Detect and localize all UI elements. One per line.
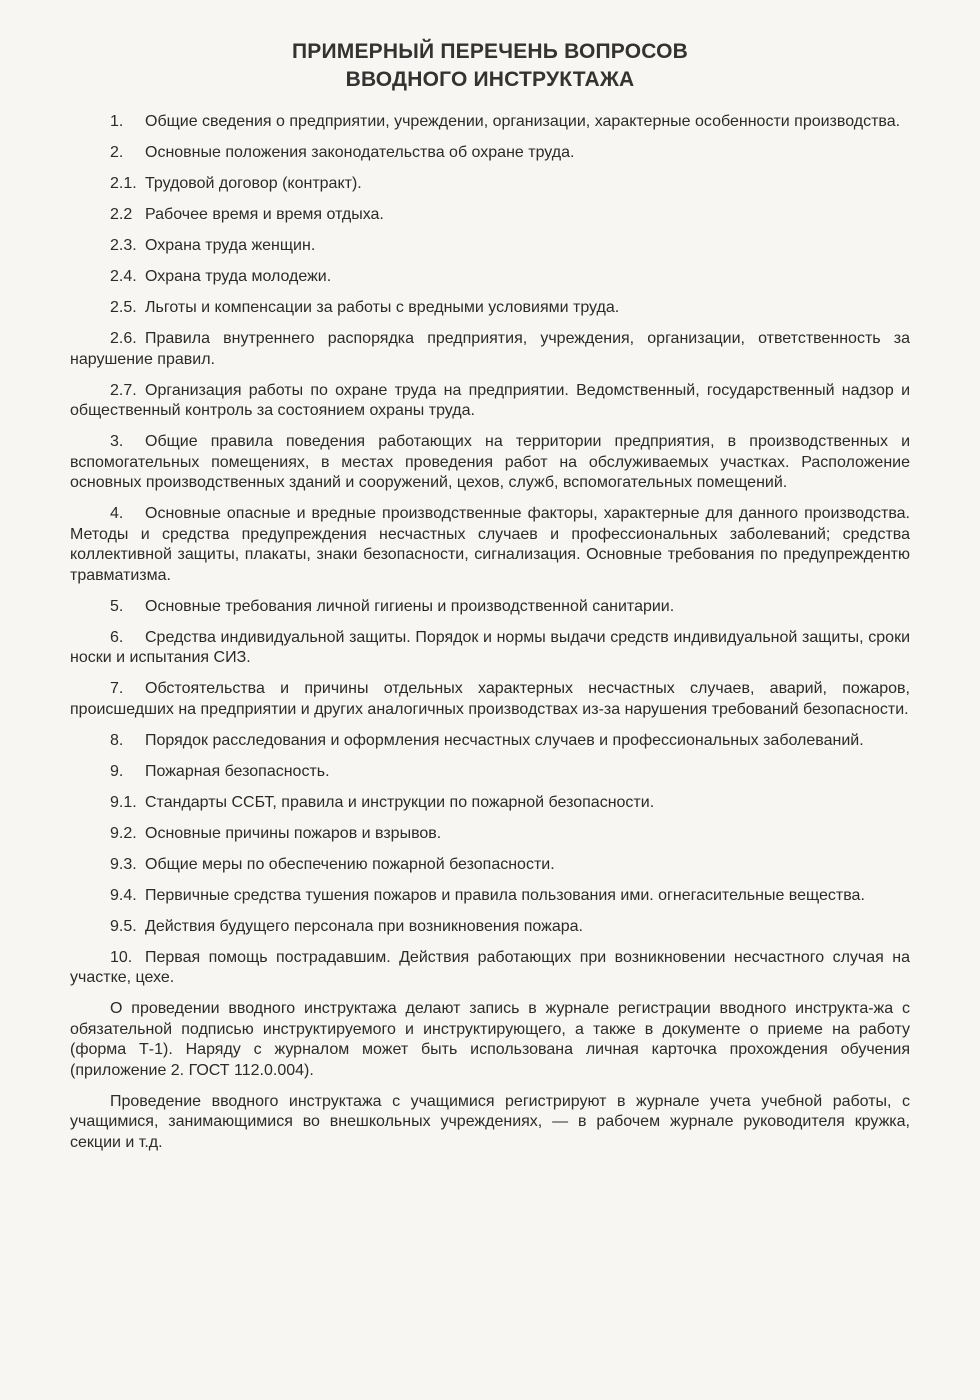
note-paragraph: Проведение вводного инструктажа с учащимися регистрируют в журнале учета учебной работы, с учащимися, занимающимися во внешкольных учреждениях, — в рабочем журнале руководителя кружка, секции и т.д.: [70, 1092, 910, 1151]
item-text: Льготы и компенсации за работы с вредными условиями труда.: [145, 299, 620, 316]
item-number: 4.: [110, 505, 124, 522]
item-text: Рабочее время и время отдыха.: [145, 206, 384, 223]
item-text: Правила внутреннего распорядка предприятия, учреждения, организации, ответственность за нарушение правил.: [70, 330, 910, 368]
item-number: 2.3.: [110, 237, 137, 254]
item-number: 2.4.: [110, 268, 137, 285]
item-text: Обстоятельства и причины отдельных характерных несчастных случаев, аварий, пожаров, происшедших на предприятии и других аналогичных производствах из-за нарушения требований безопасности.: [70, 680, 910, 718]
list-item: [70, 381, 910, 422]
item-number: 9.3.: [110, 855, 137, 873]
item-number: 7.: [110, 680, 124, 697]
list-item: [70, 679, 910, 720]
item-number: 2.5.: [110, 299, 137, 316]
list-item: [70, 597, 910, 618]
item-number: 2.: [110, 144, 124, 161]
list-item: [70, 855, 910, 876]
item-text: Охрана труда женщин.: [145, 237, 316, 254]
item-text: Стандарты ССБТ, правила и инструкции по пожарной безопасности.: [145, 793, 655, 811]
list-item: [70, 112, 910, 133]
note-paragraph: О проведении вводного инструктажа делают запись в журнале регистрации вводного инструкта-жа с обязательной подписью инструктируемого и инструктирующего, а также в документе о приеме на работу (форма Т-1). Наряду с журналом может быть использована личная карточка прохождения обучения (приложение 2. ГОСТ 112.0.004).: [70, 1000, 910, 1079]
item-number: 5.: [110, 597, 124, 615]
page-title: [0, 38, 980, 94]
item-text: Трудовой договор (контракт).: [145, 175, 362, 192]
list-item: [70, 762, 910, 783]
item-text: Порядок расследования и оформления несчастных случаев и профессиональных заболеваний.: [145, 731, 864, 749]
item-number: 9.: [110, 762, 124, 780]
item-number: 9.2.: [110, 824, 137, 842]
item-text: Основные причины пожаров и взрывов.: [145, 824, 442, 842]
item-text: Средства индивидуальной защиты. Порядок и нормы выдачи средств индивидуальной защиты, сроки носки и испытания СИЗ.: [70, 628, 910, 666]
list-item: [70, 236, 910, 257]
list-item: [70, 731, 910, 752]
item-text: Общие правила поведения работающих на территории предприятия, в производственных и вспомогательных помещениях, в местах проведения работ на обслуживаемых участках. Расположение основных производственных зданий и сооружений, цехов, служб, вспомогательных помещений.: [70, 433, 910, 491]
list-item: [70, 793, 910, 814]
item-number: 2.6.: [110, 330, 137, 347]
item-text: Действия будущего персонала при возникновения пожара.: [145, 917, 583, 935]
list-item: [70, 174, 910, 195]
item-number: 3.: [110, 433, 124, 450]
title-line-1: ПРИМЕРНЫЙ ПЕРЕЧЕНЬ ВОПРОСОВ: [291, 40, 688, 63]
list-item: [70, 824, 910, 845]
list-item: [70, 628, 910, 669]
item-number: 2.2: [110, 206, 133, 223]
item-text: Основные требования личной гигиены и производственной санитарии.: [145, 597, 675, 615]
item-number: 2.7.: [110, 381, 137, 399]
item-text: Основные опасные и вредные производственные факторы, характерные для данного производства. Методы и средства предупреждения несчастных случаев и профессиональных заболеваний; средства коллективной защиты, плакаты, знаки безопасности, сигнализация. Основные требования по предупреждентю травматизма.: [70, 505, 910, 584]
item-number: 8.: [110, 731, 124, 749]
list-item: [70, 948, 910, 989]
list-item: [70, 143, 910, 164]
item-text: Первая помощь пострадавшим. Действия работающих при возникновении несчастного случая на участке, цехе.: [70, 948, 910, 986]
list-item: [70, 504, 910, 586]
item-text: Охрана труда молодежи.: [145, 268, 332, 285]
title-line-2: ВВОДНОГО ИНСТРУКТАЖА: [345, 68, 635, 91]
list-item: [70, 205, 910, 226]
item-text: Основные положения законодательства об охране труда.: [145, 144, 575, 161]
item-number: 6.: [110, 628, 124, 646]
list-item: [70, 917, 910, 938]
list-item: [70, 267, 910, 288]
item-number: 9.5.: [110, 917, 137, 935]
item-number: 10.: [110, 948, 133, 966]
document-body: [70, 112, 910, 1164]
list-item: [70, 886, 910, 907]
item-text: Пожарная безопасность.: [145, 762, 330, 780]
item-number: 2.1.: [110, 175, 137, 192]
item-number: 9.4.: [110, 886, 137, 904]
item-number: 9.1.: [110, 793, 137, 811]
item-number: 1.: [110, 113, 124, 130]
item-text: Организация работы по охране труда на предприятии. Ведомственный, государственный надзор и общественный контроль за состоянием охраны труда.: [70, 381, 910, 419]
list-item: [70, 298, 910, 319]
list-item: [70, 329, 910, 370]
item-text: Общие сведения о предприятии, учреждении, организации, характерные особенности производства.: [145, 113, 901, 130]
item-text: Общие меры по обеспечению пожарной безопасности.: [145, 855, 555, 873]
list-item: [70, 432, 910, 494]
item-text: Первичные средства тушения пожаров и правила пользования ими. огнегасительные вещества.: [145, 886, 865, 904]
